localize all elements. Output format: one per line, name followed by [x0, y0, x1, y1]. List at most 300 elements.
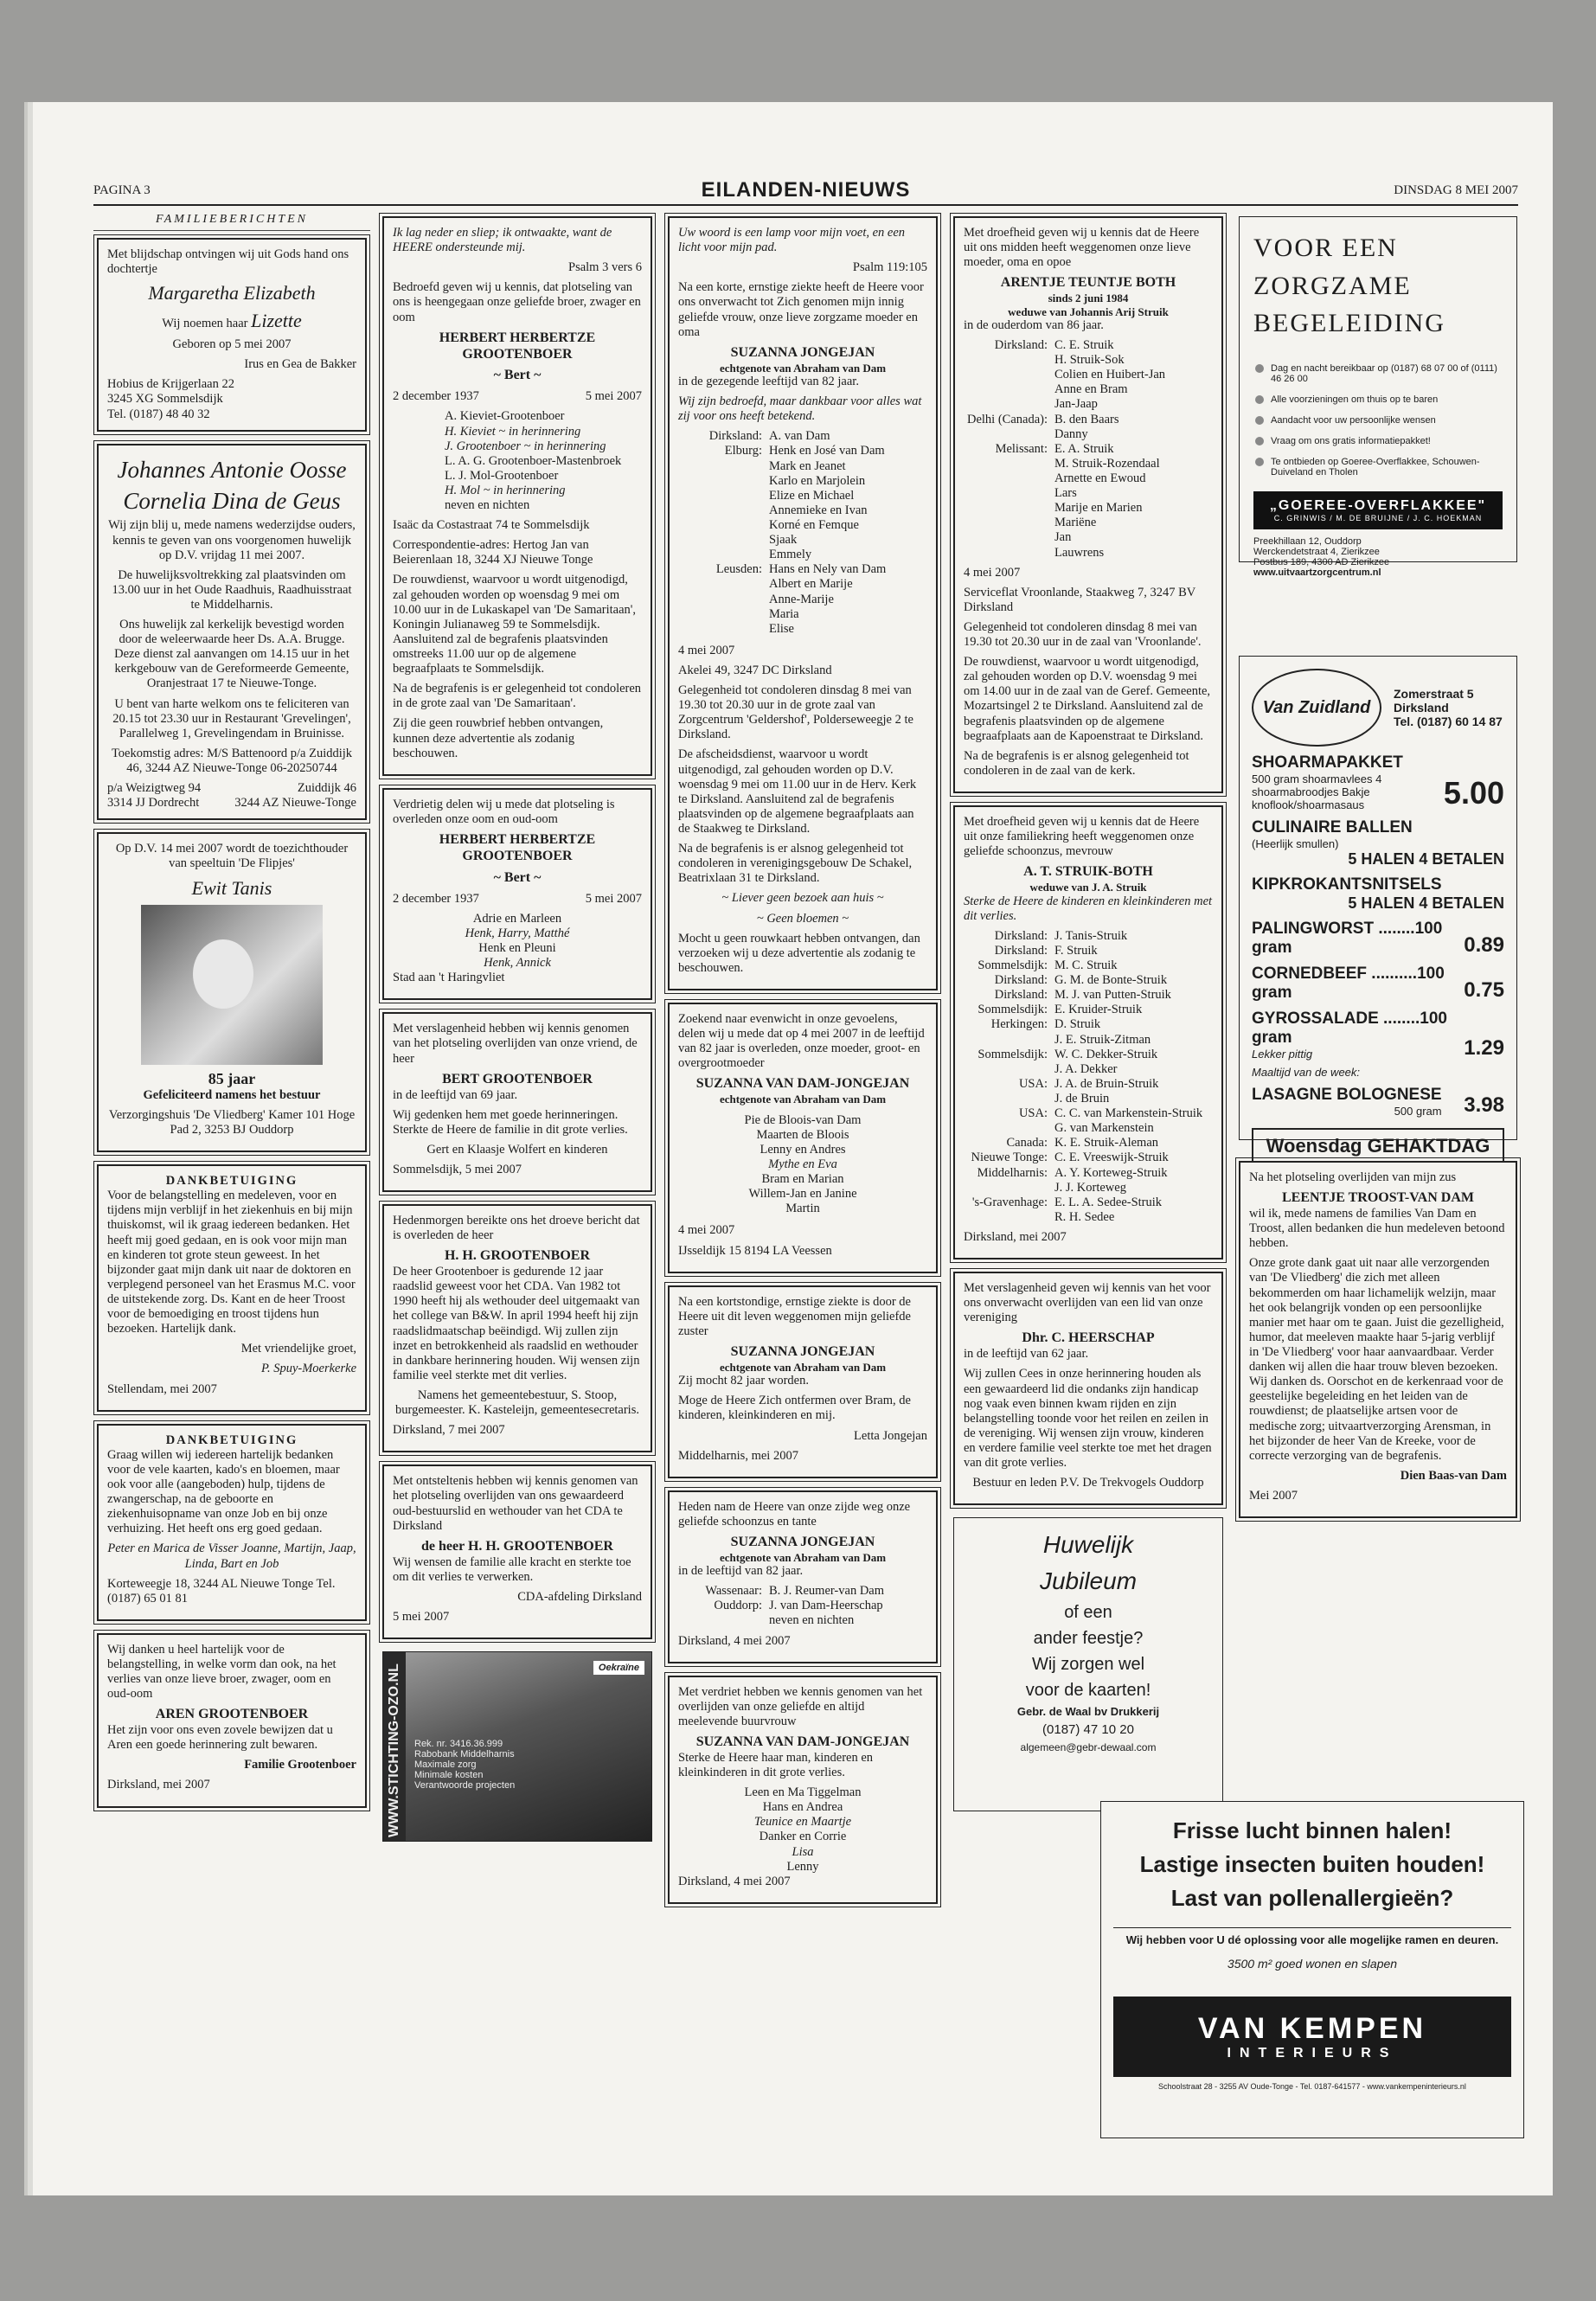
family-list: [964, 338, 1213, 561]
obituary-jongejan-2: [668, 1003, 938, 1273]
obit-sign: Gert en Klaasje Wolfert en kinderen: [426, 1142, 608, 1157]
family-place: Dirksland:: [994, 988, 1048, 1003]
birth-date: Geboren op 5 mei 2007: [172, 337, 292, 352]
butcher-logo: Van Zuidland: [1252, 669, 1381, 747]
family-row: [964, 1062, 1213, 1077]
verse-ref: Psalm 119:105: [852, 260, 927, 275]
obit-sign: Bestuur en leden P.V. De Trekvogels Ouddorp: [972, 1476, 1204, 1490]
ozo-charity-ad: [382, 1651, 652, 1842]
family-place: [964, 1121, 1054, 1136]
wedding-addr-2: 3314 JJ Dordrecht: [107, 796, 200, 811]
family-row: [964, 1017, 1213, 1032]
family-member: Henk, Harry, Matthé: [465, 926, 570, 940]
no-flowers-note: ~ Geen bloemen ~: [756, 911, 849, 926]
family-row: [964, 413, 1213, 427]
page-number: PAGINA 3: [93, 183, 151, 197]
kempen-logo: [1113, 1997, 1511, 2077]
thanks1-place: Stellendam, mei 2007: [107, 1381, 217, 1396]
family-member: E. Kruider-Struik: [1054, 1003, 1143, 1017]
deceased-sub: echtgenote van Abraham van Dam: [719, 1550, 887, 1564]
deceased-age: in de ouderdom van 86 jaar.: [964, 317, 1104, 332]
ad-text: Wij hebben voor U dé oplossing voor alle mogelijke ramen en deuren.: [1113, 1927, 1511, 1946]
thanks2-sign: Peter en Marica de Visser Joanne, Martijn, Jaap, Linda, Bart en Job: [107, 1541, 356, 1571]
family-place: Nieuwe Tonge:: [971, 1150, 1048, 1165]
family-place: Melissant:: [995, 441, 1048, 456]
family-member: Arnette en Ewoud: [1054, 471, 1146, 485]
life-dates: [393, 892, 642, 907]
thanks3-name: AREN GROOTENBOER: [155, 1707, 309, 1722]
obit-place: Middelharnis, mei 2007: [678, 1448, 798, 1463]
obit-address: Akelei 49, 3247 DC Dirksland: [678, 663, 832, 677]
offer-schnitzel: [1252, 875, 1504, 894]
obit-text-2: Moge de Heere Zich ontfermen over Bram, de kinderen, kleinkinderen en mij.: [678, 1394, 911, 1423]
family-place: [964, 1062, 1054, 1077]
offer-desc: 500 gram shoarmavlees 4 shoarmabroodjes Bakje knoflook/shoarmasaus: [1252, 772, 1382, 811]
column-3: [664, 213, 941, 1916]
family-member: Henk, Annick: [484, 956, 551, 971]
family-row: [964, 338, 1213, 353]
obit-text-2: Wij gedenken hem met goede herinneringen. Sterkte de Heere de familie in dit grote verlies.: [393, 1107, 628, 1137]
thanks3-place: Dirksland, mei 2007: [107, 1778, 210, 1792]
family-row: [964, 944, 1213, 958]
ozo-line: Rabobank Middelharnis: [414, 1749, 515, 1760]
company-address: Preekhillaan 12, Ouddorp: [1253, 535, 1362, 547]
family-row: [964, 973, 1213, 988]
offer-title: KIPKROKANTSNITSELS: [1252, 875, 1442, 894]
offer-price: 0.75: [1464, 978, 1504, 1002]
kempen-address: Schoolstraat 28 - 3255 AV Oude-Tonge - Tel. 0187-641577 - www.vankempeninterieurs.nl: [1158, 2082, 1466, 2091]
card-note: Mocht u geen rouwkaart hebben ontvangen, dan verzoeken wij u deze advertentie als zodanig te beschouwen.: [678, 931, 920, 975]
family-row: [678, 474, 927, 489]
family-member: Martin: [785, 1202, 820, 1216]
wedding-line-3: Ons huwelijk zal kerkelijk bevestigd worden door de weleerwaarde heer Ds. A.A. Brugge. Deze dienst zal aanvangen om 14.15 uur in het kerkgebouw van de Gereformeerde Gemeente, Oranjestraat 17 te Nieuwe-Tonge.: [114, 618, 349, 691]
butcher-address: Zomerstraat 5: [1394, 687, 1474, 701]
butcher-phone: Tel. (0187) 60 14 87: [1394, 715, 1503, 728]
family-member: G. van Markenstein: [1054, 1121, 1154, 1136]
family-member: Leen en Ma Tiggelman: [744, 1785, 862, 1800]
family-row: [678, 518, 927, 533]
thanks1-sign: P. Spuy-Moerkerke: [260, 1362, 356, 1376]
family-member: L. A. G. Grootenboer-Mastenbroek: [445, 453, 622, 468]
ad-tagline: 3500 m² goed wonen en slapen: [1227, 1957, 1398, 1971]
family-row: [964, 427, 1213, 442]
weekly-deal: Woensdag GEHAKTDAG: [1252, 1128, 1504, 1164]
wedding-addr-3: Zuiddijk 46: [297, 781, 356, 796]
deceased-name: SUZANNA JONGEJAN: [730, 1343, 875, 1359]
family-place: [964, 1092, 1054, 1106]
family-place: 's-Gravenhage:: [971, 1195, 1048, 1209]
birth-announcement: [97, 238, 367, 432]
deceased-nick: ~ Bert ~: [493, 368, 542, 383]
wedding-addr-4: 3244 AZ Nieuwe-Tonge: [234, 796, 356, 811]
family-member: Danker en Corrie: [759, 1830, 847, 1844]
obituary-both-1: [953, 216, 1223, 793]
thanks-notice-2: [97, 1424, 367, 1621]
meal-label: Maaltijd van de week:: [1252, 1066, 1361, 1079]
butcher-ad: [1239, 656, 1517, 1157]
wedding-line-2: De huwelijksvoltrekking zal plaatsvinden om 13.00 uur in het Oude Raadhuis, Raadhuisstraat te Middelharnis.: [112, 567, 352, 612]
family-member: H. Struik-Sok: [1054, 353, 1125, 368]
obituary-both-2: [953, 805, 1223, 1259]
family-member: J. van Dam-Heerschap: [769, 1599, 883, 1613]
funeral-service-ad: [1239, 216, 1517, 578]
obit-date: 4 mei 2007: [678, 643, 735, 657]
service-info: De rouwdienst, waarvoor u wordt uitgenodigd, zal gehouden worden op woensdag 9 mei om 10.00 uur in de Lukaskapel van 'De Samaritaan', Koningin Julianaweg 59 te Sommelsdijk. Aansluitend zal de begrafenis plaatsvinden omstreeks 11.00 uur op de algemene begraafplaats te Sommelsdijk.: [393, 573, 637, 676]
family-member: M. Struik-Rozendaal: [1054, 456, 1160, 471]
obituary-grootenboer-4: [382, 1204, 652, 1452]
deceased-name: SUZANNA VAN DAM-JONGEJAN: [695, 1734, 910, 1750]
deceased-name: SUZANNA VAN DAM-JONGEJAN: [695, 1076, 910, 1092]
deceased-name: LEENTJE TROOST-VAN DAM: [1282, 1190, 1474, 1206]
family-place: [964, 368, 1054, 382]
deceased-name: SUZANNA JONGEJAN: [730, 1534, 875, 1549]
obit-text: Zoekend naar evenwicht in onze gevoelens, delen wij u mede dat op 4 mei 2007 in de leeftijd van 82 jaar is overleden, onze moeder, groot- en overgrootmoeder: [678, 1012, 925, 1071]
family-member: Jan: [1054, 530, 1072, 545]
obituary-jongejan-5: [668, 1676, 938, 1904]
family-member: L. J. Mol-Grootenboer: [445, 468, 559, 483]
family-row: [964, 1048, 1213, 1062]
thanks2-text: Graag willen wij iedereen hartelijk bedanken voor de vele kaarten, kado's en bloemen, maar ook voor alle (aangeboden) hulp, tijdens de zwangerschap, na de geboorte en ziekenhuisopname van onze Job en bij onze verhuizing. Het heeft ons erg goed gedaan.: [107, 1447, 340, 1536]
obit-text: Na een korte, ernstige ziekte heeft de Heere voor ons onverwacht tot Zich genomen mijn innig geliefde vrouw, onze lieve zorgzame moeder en oma: [678, 280, 924, 339]
family-list: [678, 1113, 927, 1217]
family-place: Dirksland:: [994, 943, 1048, 958]
thanks-notice-3: [97, 1633, 367, 1808]
company-address: Postbus 189, 4300 AD Zierikzee: [1253, 556, 1390, 567]
family-place: Sommelsdijk:: [977, 958, 1048, 972]
family-member: Marije en Marien: [1054, 501, 1143, 516]
family-member: D. Struik: [1054, 1017, 1101, 1032]
family-place: Sommelsdijk:: [977, 1047, 1048, 1061]
offer-title: LASAGNE BOLOGNESE: [1252, 1086, 1442, 1104]
groom-name: Johannes Antonie Oosse: [117, 456, 347, 483]
family-list: [678, 429, 927, 637]
verse: Uw woord is een lamp voor mijn voet, en een licht voor mijn pad.: [678, 226, 906, 255]
deceased-age: Zij mocht 82 jaar worden.: [678, 1374, 809, 1388]
birth-addr-1: Hobius de Krijgerlaan 22: [107, 377, 234, 392]
deceased-age: in de leeftijd van 62 jaar.: [964, 1347, 1089, 1362]
family-place: [678, 622, 769, 637]
thanks3-sign: Familie Grootenboer: [244, 1758, 356, 1772]
nick-intro: Wij noemen haar: [162, 317, 248, 331]
obit-text-2: De heer Grootenboer is gedurende 12 jaar raadslid geweest voor het CDA. Van 1982 tot 1990 heeft hij als wethouder deel uitgemaakt van het college van B&W. In april 1994 heeft hij zijn raadslidmaatschap beëindigd. Wij zullen zijn inzet en betrokkenheid als raadslid en wethouder in dankbare herinnering houden. Wij wensen zijn familie veel sterkte met dit verlies.: [393, 1265, 640, 1382]
birth-date: 2 december 1937: [393, 891, 479, 906]
family-row: [678, 577, 927, 592]
ad-heading: Frisse lucht binnen halen!: [1172, 1817, 1452, 1843]
butcher-address: Dirksland: [1394, 701, 1449, 715]
family-place: [964, 486, 1054, 501]
obit-date: 4 mei 2007: [964, 565, 1021, 580]
obituary-jongejan-3: [668, 1285, 938, 1478]
family-place: [678, 577, 769, 592]
newspaper-page: [33, 102, 1553, 2195]
family-row: [678, 429, 927, 444]
offer-desc: Lekker pittig: [1252, 1048, 1313, 1061]
family-row: [964, 1121, 1213, 1136]
family-place: [964, 1181, 1054, 1195]
family-member: Maarten de Bloois: [756, 1127, 849, 1142]
obituary-jongejan-4: [668, 1490, 938, 1663]
thanks1-text: Voor de belangstelling en medeleven, voor en tijdens mijn verblijf in het ziekenhuis en bij mijn thuiskomst, wil ik graag iedereen bedanken. Het heeft mij goed gedaan, en is ook voor mijn man en kinderen tot grote steun geweest. In het bijzonder gaat mijn dank uit naar de doktoren en verplegend personeel van het Erasmus M.C. voor de uitstekende zorg. Ds. Kant en de heer Troost voor de bemoediging en troost tijdens hun bezoeken. Hartelijk dank.: [107, 1189, 356, 1336]
family-list: [964, 929, 1213, 1225]
offer-cornedbeef: [1252, 965, 1504, 1003]
condolence-info-2: Na de begrafenis is er alsnog gelegenheid tot condoleren in verenigingsgebouw De Schakel, Beatrixlaan 31 te Dirksland.: [678, 842, 913, 886]
family-place: USA:: [1018, 1106, 1048, 1121]
nick-name: Lizette: [251, 310, 302, 332]
obit-text: Na het plotseling overlijden van mijn zus: [1249, 1170, 1457, 1184]
deceased-name: de heer H. H. GROOTENBOER: [421, 1538, 613, 1554]
family-row: [964, 1166, 1213, 1181]
obituary-heerschap: [953, 1272, 1223, 1505]
offer-lasagne: [1252, 1086, 1504, 1118]
company-banner: [1253, 491, 1503, 529]
family-member: B. J. Reumer-van Dam: [769, 1584, 884, 1599]
family-member: K. E. Struik-Aleman: [1054, 1136, 1159, 1150]
obit-place: Dirksland, 4 mei 2007: [678, 1874, 791, 1888]
service-item: Alle voorzieningen om thuis op te baren: [1253, 389, 1503, 410]
family-place: [678, 533, 769, 548]
family-member: Danny: [1054, 426, 1088, 441]
family-place: Dirksland:: [994, 928, 1048, 943]
family-member: Pie de Bloois-van Dam: [744, 1112, 862, 1127]
service-item: Aandacht voor uw persoonlijke wensen: [1253, 410, 1503, 431]
offer-balls: [1252, 818, 1504, 850]
family-member: A. Kieviet-Grootenboer: [445, 409, 565, 424]
ad-line: Huwelijk: [1042, 1531, 1134, 1559]
birth-date: 2 december 1937: [393, 389, 479, 404]
family-member: Bram en Marian: [761, 1172, 844, 1187]
family-row: [964, 988, 1213, 1003]
deceased-sub: weduwe van J. A. Struik: [1029, 881, 1147, 894]
family-member: Sjaak: [769, 533, 798, 548]
service-info: De rouwdienst, waarvoor u wordt uitgenodigd, zal gehouden worden op D.V. woensdag 9 mei om 14.00 uur in de zaal van de Geref. Gemeente, Mozartsingel 2 te Dirksland. Aansluitend zal de begrafenis plaatsvinden op de algemene begraafplaats aan de Kapoenstraat te Dirksland.: [964, 655, 1211, 743]
obit-text: Heden nam de Heere van onze zijde weg onze geliefde schoonzus en tante: [678, 1499, 911, 1529]
portrait-photo: [141, 905, 323, 1065]
thanks-text: wil ik, mede namens de families Van Dam en Troost, allen bedanken die hun medeleven betoond hebben.: [1249, 1206, 1505, 1251]
wedding-addresses: [107, 781, 356, 811]
thanks2-addr: Korteweegje 18, 3244 AL Nieuwe Tonge Tel. (0187) 65 01 81: [107, 1576, 336, 1606]
family-place: Wassenaar:: [705, 1584, 762, 1599]
family-row: [964, 368, 1213, 382]
family-member: Maria: [769, 606, 799, 621]
kempen-sub: INTERIEURS: [1227, 2046, 1398, 2061]
family-place: [964, 457, 1054, 471]
family-member: J. Tanis-Struik: [1054, 928, 1128, 943]
bride-name: Cornelia Dina de Geus: [123, 487, 341, 514]
home-address: Isaäc da Costastraat 74 te Sommelsdijk: [393, 518, 590, 533]
wedding-line-1: Wij zijn blij u, mede namens wederzijdse ouders, kennis te geven van ons voorgenomen huwelijk op D.V. vrijdag 11 mei 2007.: [108, 518, 356, 562]
family-member: A. Y. Korteweg-Struik: [1054, 1165, 1168, 1180]
deceased-age: in de leeftijd van 82 jaar.: [678, 1564, 804, 1579]
kempen-name: VAN KEMPEN: [1197, 2012, 1427, 2045]
ad-line: Wij zorgen wel: [1031, 1655, 1145, 1675]
obit-text: Met droefheid geven wij u kennis dat de Heere uit ons midden heeft weggenomen onze lieve moeder, oma en opoe: [964, 226, 1200, 270]
thanks3-text2: Het zijn voor ons even zovele bewijzen dat u Aren een goede herinnering zult bewaren.: [107, 1723, 333, 1753]
family-row: [964, 1210, 1213, 1225]
family-place: Leusden:: [715, 562, 762, 577]
offer-desc: (Heerlijk smullen): [1252, 837, 1339, 850]
offer-title: PALINGWORST ........100 gram: [1252, 920, 1443, 957]
thanks-place: Mei 2007: [1249, 1488, 1298, 1503]
family-row: [964, 1195, 1213, 1210]
family-member: neven en nichten: [445, 498, 530, 513]
death-date: 5 mei 2007: [585, 389, 642, 404]
family-list: [678, 1584, 927, 1628]
family-row: [678, 459, 927, 474]
family-member: Colien en Huibert-Jan: [1054, 368, 1166, 382]
obit-quote: Wij zijn bedroefd, maar dankbaar voor alles wat zij voor ons heeft betekend.: [678, 394, 922, 424]
family-member: C. E. Struik: [1054, 337, 1114, 352]
ad-heading: ZORGZAME: [1253, 271, 1412, 300]
obit-date: 4 mei 2007: [678, 1223, 735, 1238]
family-member: C. E. Vreeswijk-Struik: [1054, 1150, 1169, 1165]
family-row: [678, 622, 927, 637]
thanks-sign: Dien Baas-van Dam: [1400, 1468, 1507, 1483]
family-member: Emmely: [769, 548, 812, 562]
deceased-name: SUZANNA JONGEJAN: [730, 344, 875, 360]
deceased-name: A. T. STRUIK-BOTH: [1023, 864, 1153, 880]
obit-text: Met ontsteltenis hebben wij kennis genomen van het plotseling overlijden van ons gewaardeerd oud-bestuurslid en wethouder van het CDA te Dirksland: [393, 1474, 638, 1533]
wedding-addr-1: p/a Weizigtweg 94: [107, 781, 202, 796]
family-place: Middelharnis:: [977, 1165, 1048, 1180]
obit-place: Dirksland, mei 2007: [964, 1229, 1067, 1244]
obituary-grootenboer-3: [382, 1012, 652, 1192]
family-member: J. Grootenboer ~ in herinnering: [445, 439, 606, 453]
family-place: [964, 530, 1054, 545]
jubilee-announcement: [97, 832, 367, 1152]
obit-text: Met verslagenheid geven wij kennis van het voor ons onverwacht overlijden van een lid van onze vereniging: [964, 1281, 1211, 1325]
obit-place: 5 mei 2007: [393, 1609, 450, 1624]
family-place: Dirksland:: [994, 337, 1048, 352]
deceased-name: ARENTJE TEUNTJE BOTH: [1000, 275, 1176, 291]
family-place: [964, 1210, 1054, 1225]
family-row: [964, 1033, 1213, 1048]
family-row: [964, 382, 1213, 397]
condolence-info: Gelegenheid tot condoleren dinsdag 8 mei van 19.30 tot 20.30 uur in de zaal van 'Vroonlande'.: [964, 619, 1202, 650]
obit-sign: Namens het gemeentebestuur, S. Stoop, burgemeester. K. Kasteleijn, gemeentesecretaris.: [395, 1388, 639, 1418]
family-row: [964, 1150, 1213, 1165]
family-row: [678, 503, 927, 518]
obituary-jongejan-1: [668, 216, 938, 990]
birth-intro: Met blijdschap ontvingen wij uit Gods hand ons dochtertje: [107, 247, 349, 277]
deceased-nick: ~ Bert ~: [493, 869, 542, 885]
family-row: [678, 548, 927, 562]
ozo-label: Oekraïne: [593, 1661, 644, 1675]
obit-text: Met verslagenheid hebben wij kennis genomen van het plotseling overlijden van onze vriend, de heer: [393, 1022, 638, 1066]
ozo-line: Minimale kosten: [414, 1770, 484, 1781]
obit-text-2: Sterke de Heere haar man, kinderen en kleinkinderen in dit grote verlies.: [678, 1750, 874, 1779]
family-member: J. de Bruin: [1054, 1091, 1110, 1106]
column-5: [1235, 213, 1521, 1530]
family-place: Canada:: [1006, 1136, 1048, 1150]
offer-title: SHOARMAPAKKET: [1252, 753, 1403, 772]
offer-price: 3.98: [1464, 1093, 1504, 1117]
offer-title: CORNEDBEEF ..........100 gram: [1252, 965, 1445, 1002]
deceased-name: HERBERT HERBERTZE GROOTENBOER: [439, 832, 596, 863]
condolence-info: Gelegenheid tot condoleren dinsdag 8 mei van 19.30 tot 20.30 uur in de grote zaal van Zorgcentrum 'Geldershof', Polderseweegje 2 te Dirksland.: [678, 683, 913, 742]
family-row: [964, 501, 1213, 516]
family-member: Lenny en Andres: [760, 1142, 846, 1157]
obit-text: Bedroefd geven wij u kennis, dat plotseling van ons is heengegaan onze geliefde broer, zwager en oom: [393, 280, 641, 324]
family-member: Lauwrens: [1054, 545, 1105, 560]
family-member: R. H. Sedee: [1054, 1209, 1115, 1224]
deceased-name: Dhr. C. HEERSCHAP: [1022, 1330, 1155, 1346]
family-row: [678, 607, 927, 622]
family-row: [678, 593, 927, 607]
ad-line: Jubileum: [1039, 1567, 1138, 1595]
deceased-name: H. H. GROOTENBOER: [444, 1248, 591, 1264]
family-member: Elise: [769, 621, 794, 636]
family-member: A. van Dam: [769, 429, 830, 444]
family-place: Ouddorp:: [714, 1599, 762, 1613]
condolence-info: Na de begrafenis is er gelegenheid tot condoleren in de grote zaal van 'De Samaritaan'.: [393, 682, 642, 711]
family-row: [964, 486, 1213, 501]
jubilee-address: Verzorgingshuis 'De Vliedberg' Kamer 101 Hoge Pad 2, 3253 BJ Ouddorp: [108, 1107, 356, 1137]
family-place: [964, 516, 1054, 530]
offer-price: 5 HALEN 4 BETALEN: [1348, 894, 1504, 912]
verse-ref: Psalm 3 vers 6: [568, 260, 642, 275]
family-row: [964, 1092, 1213, 1106]
section-title: FAMILIEBERICHTEN: [93, 213, 370, 231]
obituary-grootenboer-2: [382, 788, 652, 1001]
jubilee-age: 85 jaar: [208, 1069, 256, 1087]
family-place: [678, 489, 769, 503]
life-dates: [393, 389, 642, 404]
ad-line: voor de kaarten!: [1025, 1681, 1151, 1701]
birth-addr-2: 3245 XG Sommelsdijk: [107, 392, 223, 407]
thanks3-text: Wij danken u heel hartelijk voor de belangstelling, in welke vorm dan ook, na het verlies van onze lieve broer, zwager, oom en oud-oom: [107, 1642, 337, 1702]
wedding-announcement: [97, 444, 367, 821]
ozo-website: WWW.STICHTING-OZO.NL: [387, 1663, 401, 1838]
family-row: [964, 353, 1213, 368]
family-member: H. Kieviet ~ in herinnering: [445, 424, 581, 439]
family-member: Hans en Nely van Dam: [769, 562, 887, 577]
thanks1-greet: Met vriendelijke groet,: [240, 1342, 356, 1356]
family-member: Annemieke en Ivan: [769, 503, 868, 517]
family-place: [678, 607, 769, 622]
family-member: E. A. Struik: [1054, 441, 1114, 456]
family-member: Albert en Marije: [769, 577, 853, 592]
family-place: [964, 501, 1054, 516]
service-item: Te ontbieden op Goeree-Overflakkee, Schouwen-Duiveland en Tholen: [1253, 452, 1503, 483]
family-place: [678, 459, 769, 474]
obituary-grootenboer-1: [382, 216, 652, 776]
family-row: [678, 489, 927, 503]
deceased-age: in de leeftijd van 69 jaar.: [393, 1087, 518, 1102]
family-member: Hans en Andrea: [762, 1800, 843, 1815]
family-member: Korné en Femque: [769, 517, 859, 532]
family-row: [964, 530, 1213, 545]
family-place: [964, 546, 1054, 561]
paper-title: EILANDEN-NIEUWS: [701, 178, 911, 202]
family-member: Anne en Bram: [1054, 382, 1128, 397]
family-member: Willem-Jan en Janine: [748, 1187, 857, 1202]
obit-place: Sommelsdijk, 5 mei 2007: [393, 1162, 522, 1176]
no-visit-note: ~ Liever geen bezoek aan huis ~: [721, 891, 884, 906]
family-place: [964, 427, 1054, 442]
ozo-line: Rek. nr. 3416.36.999: [414, 1739, 503, 1750]
company-name: „GOEREE-OVERFLAKKEE": [1269, 497, 1487, 513]
family-place: [964, 471, 1054, 486]
family-member: B. den Baars: [1054, 412, 1119, 426]
offer-price: 5.00: [1443, 775, 1504, 811]
page-date: DINSDAG 8 MEI 2007: [1394, 183, 1518, 197]
family-row: [964, 471, 1213, 486]
family-member: J. E. Struik-Zitman: [1054, 1032, 1151, 1047]
family-place: [678, 474, 769, 489]
obit-text: Na een kortstondige, ernstige ziekte is door de Heere uit dit leven weggenomen mijn geliefde zuster: [678, 1294, 911, 1338]
jubilee-congrats: Gefeliciteerd namens het bestuur: [143, 1087, 321, 1102]
ad-heading: Last van pollenallergieën?: [1170, 1885, 1454, 1911]
